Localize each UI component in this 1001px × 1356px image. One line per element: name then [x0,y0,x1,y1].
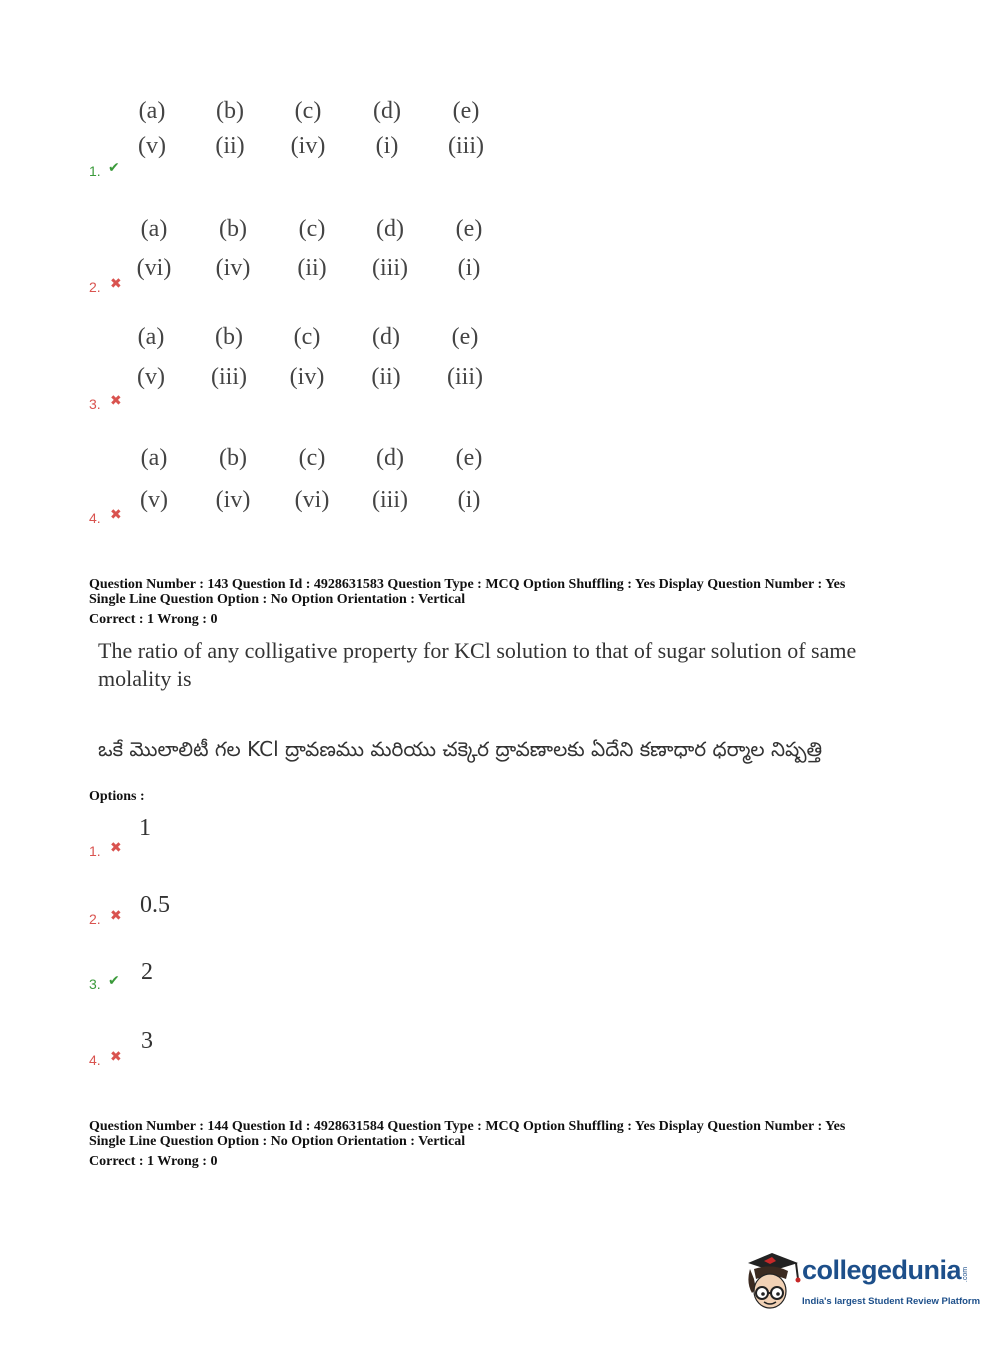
logo-suffix: .com [962,1266,970,1283]
grid-header: (d) [376,445,404,471]
option-number: 3. [89,396,101,412]
grid-value: (iii) [447,364,483,390]
grid-value: (iii) [211,364,247,390]
grid-value: (v) [138,133,166,159]
cross-icon: ✖ [110,840,122,856]
grid-header: (e) [455,216,483,242]
grid-header: (a) [138,98,166,124]
cross-icon: ✖ [110,393,122,409]
option-number: 1. [89,843,101,859]
question-meta-line: Question Number : 143 Question Id : 4928631583 Question Type : MCQ Option Shuffling : Yes Display Question Number : Yes [89,577,846,592]
option-number: 2. [89,279,101,295]
question-meta-line: Single Line Question Option : No Option Orientation : Vertical [89,592,466,607]
grid-header: (d) [373,98,401,124]
option-value: 1 [139,815,151,841]
grid-value: (iii) [448,133,484,159]
cross-icon: ✖ [110,507,122,523]
grid-value: (ii) [371,364,401,390]
grid-value: (i) [457,255,481,281]
logo-wordmark: collegedunia [802,1255,962,1285]
grid-header: (b) [215,324,243,350]
grid-header: (b) [219,216,247,242]
grid-header: (d) [376,216,404,242]
option-value: 0.5 [140,892,170,918]
grid-value: (vi) [294,487,330,513]
grid-value: (iv) [215,255,251,281]
question-score-line: Correct : 1 Wrong : 0 [89,1154,218,1169]
mascot-icon [742,1249,802,1315]
question-meta-line: Question Number : 144 Question Id : 4928631584 Question Type : MCQ Option Shuffling : Yes Display Question Number : Yes [89,1119,846,1134]
grid-header: (c) [298,216,326,242]
grid-value: (iv) [215,487,251,513]
grid-value: (v) [140,487,168,513]
grid-header: (b) [216,98,244,124]
option-number: 3. [89,976,101,992]
grid-value: (iii) [372,487,408,513]
question-text-line: molality is [98,666,192,691]
grid-value: (ii) [297,255,327,281]
collegedunia-logo[interactable] [742,1249,981,1315]
option-value: 2 [141,959,153,985]
cross-icon: ✖ [110,1049,122,1065]
grid-header: (a) [140,216,168,242]
question-text-line: The ratio of any colligative property for KCl solution to that of sugar solution of same [98,638,857,663]
grid-header: (e) [455,445,483,471]
grid-header: (d) [372,324,400,350]
grid-value: (v) [137,364,165,390]
question-score-line: Correct : 1 Wrong : 0 [89,612,218,627]
grid-value: (i) [457,487,481,513]
option-number: 4. [89,510,101,526]
grid-header: (e) [451,324,479,350]
check-icon: ✔ [108,973,120,989]
grid-header: (a) [140,445,168,471]
grid-header: (c) [298,445,326,471]
option-number: 1. [89,163,101,179]
grid-value: (vi) [136,255,172,281]
question-text-telugu: ఒకే మొలాలిటీ గల KCl ద్రావణము మరియు చక్కెర ద్రావణాలకు ఏదేని కణాధార ధర్మాల నిష్పత్తి [98,737,823,761]
check-icon: ✔ [108,160,120,176]
grid-value: (iii) [372,255,408,281]
grid-value: (i) [375,133,399,159]
option-number: 2. [89,911,101,927]
option-value: 3 [141,1028,153,1054]
grid-value: (ii) [215,133,245,159]
grid-header: (c) [293,324,321,350]
grid-header: (e) [452,98,480,124]
option-number: 4. [89,1052,101,1068]
grid-header: (c) [294,98,322,124]
grid-header: (a) [137,324,165,350]
logo-tagline: India's largest Student Review Platform [802,1296,981,1307]
grid-header: (b) [219,445,247,471]
cross-icon: ✖ [110,908,122,924]
grid-value: (iv) [290,133,326,159]
options-label: Options : [89,789,145,804]
cross-icon: ✖ [110,276,122,292]
grid-value: (iv) [289,364,325,390]
question-meta-line: Single Line Question Option : No Option Orientation : Vertical [89,1134,466,1149]
